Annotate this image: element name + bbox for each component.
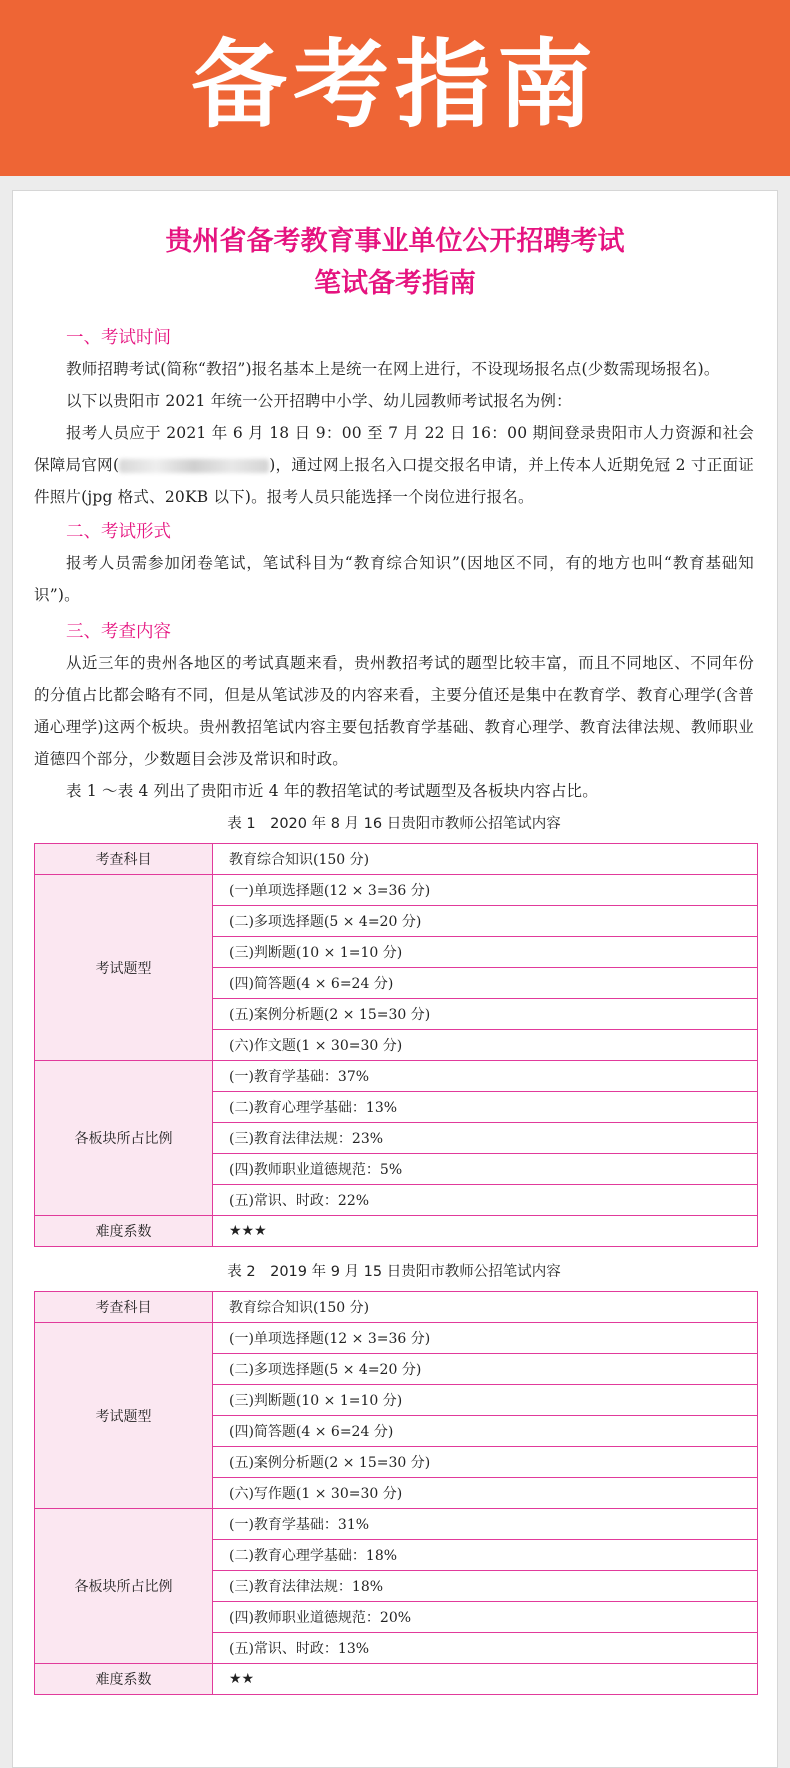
cell-difficulty-stars: ★★★ <box>213 1216 758 1247</box>
cell-ratio: (一)教育学基础：37% <box>213 1061 758 1092</box>
cell-ratio: (四)教师职业道德规范：20% <box>213 1602 758 1633</box>
paragraph-text: 报考人员应于 2021 年 6 月 18 日 9：00 至 7 月 22 日 16：00 期间登录贵阳市人力资源和社会保障局官网( <box>34 424 754 474</box>
cell-subject: 教育综合知识(150 分) <box>213 844 758 875</box>
cell-ratio: (一)教育学基础：31% <box>213 1509 758 1540</box>
paragraph: 报考人员需参加闭卷笔试，笔试科目为“教育综合知识”(因地区不同，有的地方也叫“教育基础知识”)。 <box>34 554 754 604</box>
blurred-url <box>119 459 269 473</box>
cell-type: (四)简答题(4 × 6=24 分) <box>213 1416 758 1447</box>
table-row <box>35 1323 758 1354</box>
header-banner <box>0 0 790 176</box>
section-heading-exam-form: 二、考试形式 <box>66 522 171 542</box>
exam-table-2019 <box>34 1291 758 1695</box>
document-title-line1: 贵州省备考教育事业单位公开招聘考试 <box>165 226 625 257</box>
row-label-difficulty: 难度系数 <box>35 1216 213 1247</box>
row-label-types: 考试题型 <box>35 1323 213 1509</box>
cell-type: (三)判断题(10 × 1=10 分) <box>213 1385 758 1416</box>
table-row <box>35 844 758 875</box>
cell-type: (三)判断题(10 × 1=10 分) <box>213 937 758 968</box>
table-row <box>35 875 758 906</box>
paragraph-text: )，通过网上报名入口提交报名申请，并上传本人近期免冠 2 寸正面证件照片(jpg 格式、20KB 以下)。报考人员只能选择一个岗位进行报名。 <box>34 456 754 506</box>
row-label-ratio: 各板块所占比例 <box>35 1509 213 1664</box>
cell-ratio: (三)教育法律法规：23% <box>213 1123 758 1154</box>
cell-type: (五)案例分析题(2 × 15=30 分) <box>213 999 758 1030</box>
cell-ratio: (二)教育心理学基础：18% <box>213 1540 758 1571</box>
cell-type: (六)写作题(1 × 30=30 分) <box>213 1478 758 1509</box>
table-row <box>35 1509 758 1540</box>
cell-ratio: (二)教育心理学基础：13% <box>213 1092 758 1123</box>
cell-type: (一)单项选择题(12 × 3=36 分) <box>213 1323 758 1354</box>
cell-type: (一)单项选择题(12 × 3=36 分) <box>213 875 758 906</box>
cell-type: (五)案例分析题(2 × 15=30 分) <box>213 1447 758 1478</box>
cell-difficulty-stars: ★★ <box>213 1664 758 1695</box>
cell-subject: 教育综合知识(150 分) <box>213 1292 758 1323</box>
row-label-subject: 考查科目 <box>35 844 213 875</box>
row-label-subject: 考查科目 <box>35 1292 213 1323</box>
exam-table-2020 <box>34 843 758 1247</box>
paragraph-registration <box>34 417 754 513</box>
row-label-difficulty: 难度系数 <box>35 1664 213 1695</box>
cell-ratio: (三)教育法律法规：18% <box>213 1571 758 1602</box>
cell-type: (四)简答题(4 × 6=24 分) <box>213 968 758 999</box>
table-row <box>35 1664 758 1695</box>
document-title <box>13 221 777 305</box>
cell-type: (二)多项选择题(5 × 4=20 分) <box>213 906 758 937</box>
row-label-types: 考试题型 <box>35 875 213 1061</box>
document-body <box>13 323 777 1695</box>
table-row <box>35 1061 758 1092</box>
table-row <box>35 1216 758 1247</box>
document-title-line2: 笔试备考指南 <box>314 268 476 299</box>
cell-type: (二)多项选择题(5 × 4=20 分) <box>213 1354 758 1385</box>
section-heading-exam-content: 三、考查内容 <box>66 622 171 642</box>
row-label-ratio: 各板块所占比例 <box>35 1061 213 1216</box>
cell-ratio: (五)常识、时政：13% <box>213 1633 758 1664</box>
cell-ratio: (四)教师职业道德规范：5% <box>213 1154 758 1185</box>
cell-type: (六)作文题(1 × 30=30 分) <box>213 1030 758 1061</box>
paragraph: 教师招聘考试(简称“教招”)报名基本上是统一在网上进行，不设现场报名点(少数需现场报名)。 <box>66 360 720 378</box>
paragraph: 从近三年的贵州各地区的考试真题来看，贵州教招考试的题型比较丰富，而且不同地区、不同年份的分值占比都会略有不同，但是从笔试涉及的内容来看，主要分值还是集中在教育学、教育心理学(含普通心理学)这两个板块。贵州教招笔试内容主要包括教育学基础、教育心理学、教育法律法规、教师职业道德四个部分，少数题目会涉及常识和时政。 <box>34 654 754 768</box>
section-heading-exam-time: 一、考试时间 <box>66 328 171 348</box>
document-sheet <box>12 190 778 1768</box>
banner-title: 备考指南 <box>191 29 599 141</box>
table-caption: 表 2 2019 年 9 月 15 日贵阳市教师公招笔试内容 <box>227 1264 561 1280</box>
cell-ratio: (五)常识、时政：22% <box>213 1185 758 1216</box>
table-row <box>35 1292 758 1323</box>
table-caption: 表 1 2020 年 8 月 16 日贵阳市教师公招笔试内容 <box>227 816 561 832</box>
paragraph: 表 1 ～表 4 列出了贵阳市近 4 年的教招笔试的考试题型及各板块内容占比。 <box>66 782 598 800</box>
paragraph: 以下以贵阳市 2021 年统一公开招聘中小学、幼儿园教师考试报名为例： <box>66 392 572 410</box>
